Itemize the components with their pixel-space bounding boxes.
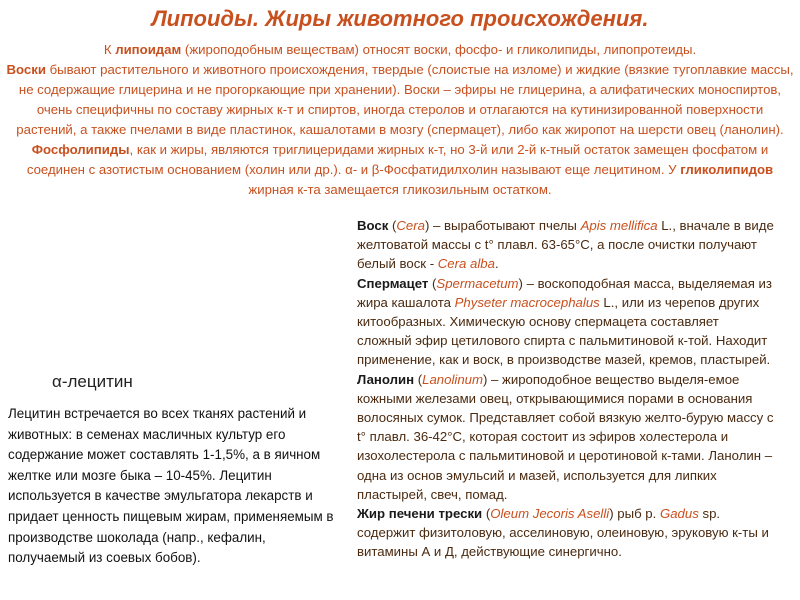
intro-paragraph xyxy=(6,40,794,200)
text: . xyxy=(494,256,499,272)
fats-description xyxy=(357,216,777,562)
term-lanolin: Ланолин xyxy=(357,371,415,387)
term-phospholipids: Фосфолипиды xyxy=(31,142,130,157)
lanolin-paragraph xyxy=(357,370,777,504)
cod-liver-paragraph xyxy=(357,504,777,562)
term-glycolipids: гликолипидов xyxy=(680,162,774,177)
text: ( xyxy=(428,275,437,291)
term-lipoids: липоидам xyxy=(115,42,182,57)
text: L., или из черепов других китообразных. Химическую основу спермацета составляет сложный эфир цетилового спирта с пальмитиновой к-той. Находит применение, как и воск, в производстве мазей, кремов, пластырей. xyxy=(357,294,771,368)
term-spermaceti: Спермацет xyxy=(357,275,429,291)
term-waxes: Воски xyxy=(6,62,46,77)
latin-cera-alba: Cera alba xyxy=(437,256,495,272)
text: ) – жироподобное вещество выделя-емое кожными железами овец, открывающимися порами в основания волосяных сумок. Представляет собой вязкую желто-бурую массу с t° плавл. 36-42°С, которая состоит из эфиров холестерола и изохолестерола с пальмитиновой и церотиновой к-тами. Ланолин – одна из основ эмульсий и мазей, используется для липких пластырей, свеч, помад. xyxy=(357,371,774,502)
text: ) – выработывают пчелы xyxy=(425,218,581,233)
text: ) рыб р. xyxy=(609,506,660,522)
term-cod-liver-oil: Жир печени трески xyxy=(357,506,483,522)
text: ( xyxy=(482,506,491,522)
slide-title: Липоиды. Жиры животного происхождения. xyxy=(151,6,649,31)
intro-text: (жироподобным веществам) относят воски, фосфо- и гликолипиды, липопротеиды. xyxy=(181,42,697,57)
intro-text: К xyxy=(103,42,116,57)
spermaceti-paragraph xyxy=(357,274,777,370)
lecithin-paragraph: Лецитин встречается во всех тканях растений и животных: в семенах масличных культур его содержание может составлять 1-1,5%, а в яичном желтке или мозге быка – 10-45%. Лецитин используется в качестве эмульгатора лекарств и придает ценность пищевым жирам, применяемым в производстве шоколада (напр., кефалин, получаемый из соевых бобов). xyxy=(8,406,334,566)
intro-text: бывают растительного и животного происхождения, твердые (слоистые на изломе) и жидкие (вязкие тугоплавкие массы, не содержащие глицерина и не прогоркающие при хранении). Воски – эфиры не глицерина, а алифатических моноспиртов, очень специфичны по составу жирных к-т и спиртов, иногда стеролов и отлагаются на кутинизированной поверхности растений, а также пчелами в виде пластинок, кашалотами в мозгу (спермацет), либо как жиропот на шерсти овец (ланолин). xyxy=(16,62,794,137)
latin-spermacetum: Spermacetum xyxy=(436,275,519,291)
species-apis: Apis mellifica xyxy=(580,218,658,233)
latin-cera: Cera xyxy=(396,218,425,233)
text: sp. содержит физитоловую, асселиновую, олеиновую, эруковую к-ты и витамины А и Д, действующие синергично. xyxy=(357,506,769,560)
genus-gadus: Gadus xyxy=(659,506,699,522)
wax-paragraph xyxy=(357,216,777,274)
text: L., вначале в виде желтоватой массы с t° плавл. 63-65°С, а после очистки получают белый воск - xyxy=(357,218,774,272)
latin-oleum: Oleum Jecoris Aselli xyxy=(490,506,610,522)
text: ( xyxy=(414,371,423,387)
text: ( xyxy=(388,218,397,233)
text: ) – воскоподобная масса, выделяемая из жира кашалота xyxy=(357,275,772,310)
lecithin-caption: α-лецитин xyxy=(52,372,133,391)
latin-lanolinum: Lanolinum xyxy=(422,371,483,387)
term-wax: Воск xyxy=(357,218,389,233)
species-physeter: Physeter macrocephalus xyxy=(454,294,600,310)
intro-text: жирная к-та замещается гликозильным остатком. xyxy=(248,182,552,197)
intro-text: , как и жиры, являются триглицеридами жирных к-т, но 3-й или 2-й к-тный остаток замещен фосфатом и соединен с азотистым основанием (холин или др.). α- и β-Фосфатидилхолин называют еще лецитином. У xyxy=(26,142,769,177)
